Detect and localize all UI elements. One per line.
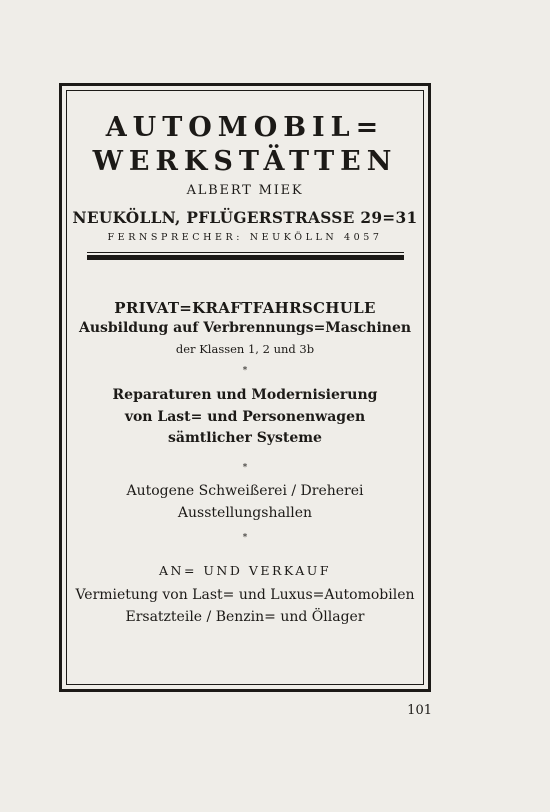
school-line-2: der Klassen 1, 2 und 3b (175, 342, 315, 356)
repairs-line-1: Reparaturen und Modernisierung (112, 387, 378, 403)
header-divider (87, 252, 404, 260)
divider-thin-line (87, 252, 404, 253)
trade-line-1: Vermietung von Last= und Luxus=Automobilen (75, 586, 415, 603)
owner-name: ALBERT MIEK (186, 183, 304, 198)
school-line-1: Ausbildung auf Verbrennungs=Maschinen (78, 320, 412, 336)
advertisement-content (66, 90, 424, 628)
separator-star-3: * (242, 532, 248, 543)
title-line-2: WERKSTÄTTEN (92, 146, 398, 177)
repairs-line-2: von Last= und Personenwagen (124, 408, 366, 425)
trade-heading: AN= UND VERKAUF (158, 562, 331, 578)
services-line-1: Autogene Schweißerei / Dreherei (126, 482, 364, 499)
separator-star-1: * (242, 366, 248, 376)
separator-star-2: * (242, 462, 248, 473)
divider-thick-line (87, 255, 404, 260)
page-number: 101 (407, 703, 432, 718)
trade-line-2: Ersatzteile / Benzin= und Öllager (125, 608, 365, 625)
school-heading: PRIVAT=KRAFTFAHRSCHULE (114, 299, 376, 317)
repairs-line-3: sämtlicher Systeme (168, 430, 322, 446)
phone-number: FERNSPRECHER: NEUKÖLLN 4057 (107, 232, 383, 243)
title-line-1: AUTOMOBIL= (105, 112, 385, 143)
services-line-2: Ausstellungshallen (177, 504, 313, 521)
address: NEUKÖLLN, PFLÜGERSTRASSE 29=31 (72, 209, 418, 227)
